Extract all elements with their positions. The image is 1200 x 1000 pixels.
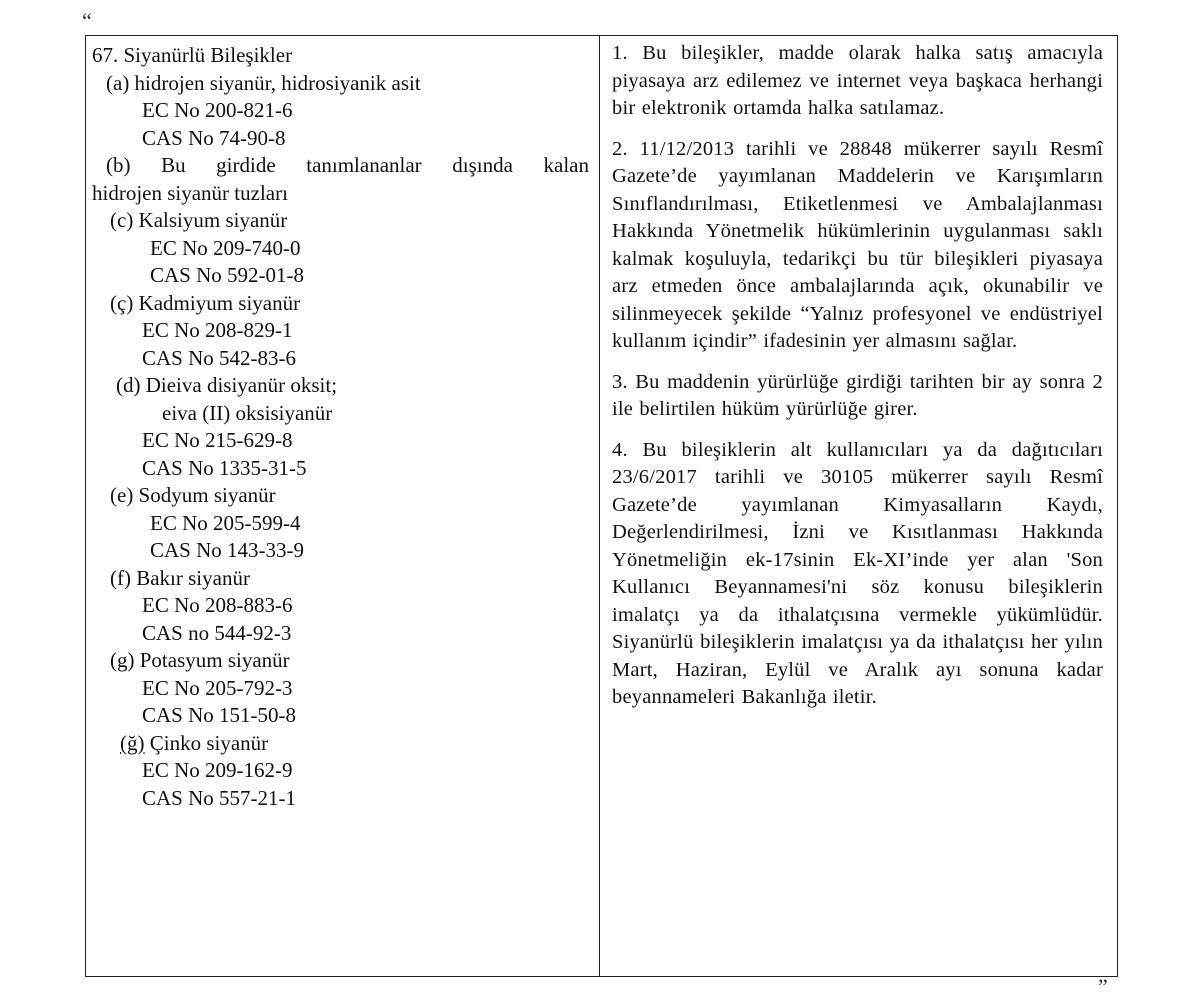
substance-b-line1: (b) Bu girdide tanımlananlar dışında kalan [106, 153, 589, 177]
condition-paragraph-4: 4. Bu bileşiklerin alt kullanıcıları ya da dağıtıcıları 23/6/2017 tarihli ve 30105 mükerrer sayılı Resmî Gazete’de yayımlanan Kimyasalların Kaydı, Değerlendirilmesi, İzni ve Kısıtlanması Hakkında Yönetmeliğin ek-17sinin Ek-XI’inde yer alan 'Son Kullanıcı Beyannamesi'ni söz konusu bileşiklerin imalatçı ya da ithalatçısına vermekle yükümlüdür. Siyanürlü bileşiklerin imalatçısı ya da ithalatçısı her yılın Mart, Haziran, Eylül ve Aralık ayı sonuna kadar beyannameleri Bakanlığa iletir. [612, 438, 1103, 708]
substance-c-name: (c) Kalsiyum siyanür [110, 208, 288, 232]
substance-c-cedilla-ec: EC No 208-829-1 [142, 318, 293, 342]
substance-g-breve-ec: EC No 209-162-9 [142, 758, 293, 782]
annex-entry-table [85, 35, 1118, 977]
substance-g-cas: CAS No 151-50-8 [142, 703, 297, 727]
substance-f-name: (f) Bakır siyanür [110, 565, 250, 590]
condition-paragraph-2: 2. 11/12/2013 tarihli ve 28848 mükerrer sayılı Resmî Gazete’de yayımlanan Maddelerin ve Karışımların Sınıflandırılması, Etiketlenmesi ve Ambalajlanması Hakkında Yönetmelik hükümlerinin uygulanması saklı kalmak koşuluyla, tedarikçi bu tür bileşikleri piyasaya arz etmeden önce ambalajlarında açık, okunabilir ve silinmeyecek şekilde “Yalnız profesyonel ve endüstriyel kullanım içindir” ifadesinin yer almasını sağlar. [612, 137, 1103, 352]
substance-g-ec: EC No 205-792-3 [142, 675, 293, 700]
substance-d-cas: CAS No 1335-31-5 [142, 455, 307, 480]
condition-paragraph-1: 1. Bu bileşikler, madde olarak halka satış amacıyla piyasaya arz edilemez ve internet veya başkaca herhangi bir elektronik ortamda halka satılamaz. [612, 42, 1103, 119]
entry-heading: 67. Siyanürlü Bileşikler [92, 43, 293, 67]
substance-a-ec: EC No 200-821-6 [142, 98, 293, 122]
table-row [86, 36, 1118, 977]
substance-f-cas: CAS no 544-92-3 [142, 620, 292, 645]
substance-a-name: (a) hidrojen siyanür, hidrosiyanik asit [106, 70, 421, 95]
substance-f-ec: EC No 208-883-6 [142, 593, 293, 617]
substance-d-ec: EC No 215-629-8 [142, 428, 293, 452]
substance-g-breve-name [92, 730, 589, 758]
substance-list [86, 36, 599, 812]
substance-c-cas: CAS No 592-01-8 [150, 263, 305, 287]
substance-c-ec: EC No 209-740-0 [150, 235, 301, 260]
substance-g-breve-cas: CAS No 557-21-1 [142, 785, 297, 810]
substance-e-name: (e) Sodyum siyanür [110, 483, 276, 507]
substance-g-breve-letter: (ğ) [120, 730, 145, 755]
substance-g-breve-label: Çinko siyanür [144, 730, 269, 755]
substance-e-ec: EC No 205-599-4 [150, 510, 301, 535]
closing-quote-mark: ” [1098, 974, 1108, 999]
substance-d-name: (d) Dieiva disiyanür oksit; [116, 373, 338, 397]
condition-paragraph-3: 3. Bu maddenin yürürlüğe girdiği tarihten bir ay sonra 2 ile belirtilen hüküm yürürlüğe girer. [612, 370, 1103, 420]
restriction-conditions [600, 36, 1117, 712]
substance-c-cedilla-cas: CAS No 542-83-6 [142, 345, 297, 370]
restriction-conditions-column [600, 36, 1118, 977]
substance-d-name-alt: eiva (II) oksisiyanür [162, 400, 333, 425]
substance-column [86, 36, 600, 977]
substance-e-cas: CAS No 143-33-9 [150, 538, 305, 562]
substance-b-line2: hidrojen siyanür tuzları [92, 180, 288, 205]
opening-quote-mark: “ [82, 8, 92, 33]
substance-c-cedilla-name: (ç) Kadmiyum siyanür [110, 290, 301, 315]
substance-a-cas: CAS No 74-90-8 [142, 125, 286, 150]
substance-g-name: (g) Potasyum siyanür [110, 648, 290, 672]
